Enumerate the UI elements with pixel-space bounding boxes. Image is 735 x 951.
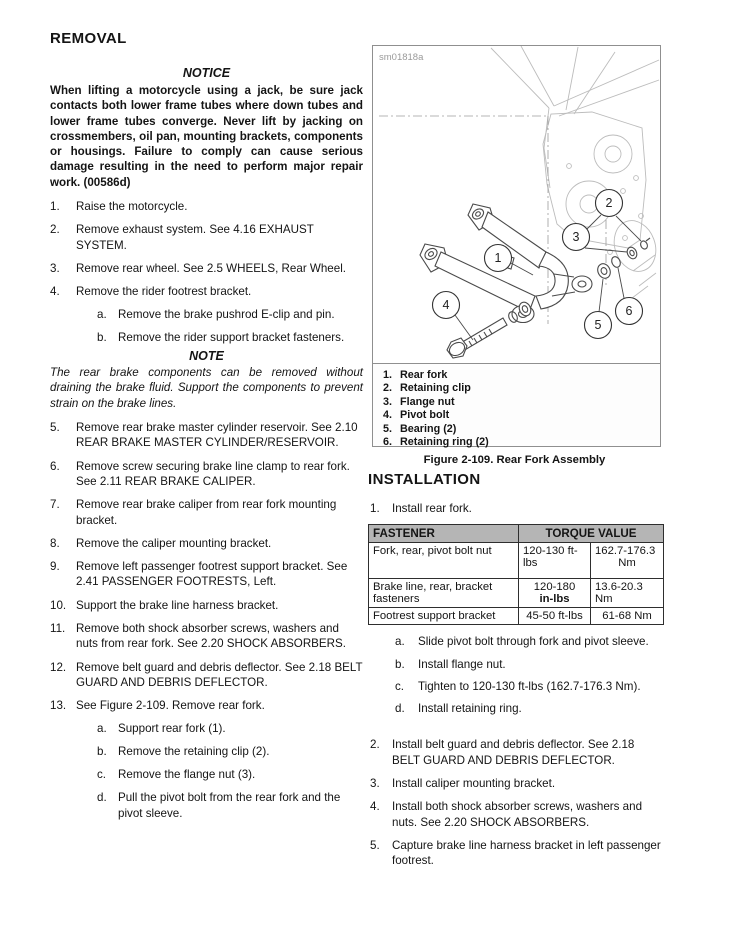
step-text: Raise the motorcycle. — [76, 200, 188, 214]
callout-number-2: 2 — [605, 196, 613, 210]
step-text: Remove rear wheel. See 2.5 WHEELS, Rear Wheel. — [76, 261, 346, 275]
step-text: See Figure 2-109. Remove rear fork. — [76, 699, 265, 713]
list-item — [370, 737, 664, 768]
step-text: Remove left passenger footrest support bracket. See 2.41 PASSENGER FOOTRESTS, Left. — [76, 560, 348, 589]
legend-item — [383, 396, 652, 409]
step-text: Remove screw securing brake line clamp to rear fork. See 2.11 REAR BRAKE CALIPER. — [76, 459, 350, 488]
table-row — [369, 579, 664, 608]
substep-list — [97, 721, 363, 821]
list-item — [50, 621, 363, 652]
list-item — [395, 634, 664, 649]
list-item — [50, 698, 363, 713]
list-item — [395, 679, 664, 694]
substep-text: Install flange nut. — [418, 657, 506, 671]
step-text: Install both shock absorber screws, washers and nuts. See 2.20 SHOCK ABSORBERS. — [392, 800, 643, 829]
step-text: Capture brake line harness bracket in left passenger footrest. — [392, 838, 661, 868]
rear-fork-assembly-diagram — [373, 46, 660, 362]
removal-steps-2 — [50, 420, 363, 821]
removal-steps-1 — [50, 199, 363, 345]
engine-frame-sketch — [491, 46, 660, 301]
list-item — [50, 222, 363, 253]
step-number: 13. — [50, 699, 67, 713]
part-number: 1. — [383, 369, 393, 381]
list-item — [50, 536, 363, 551]
substep-letter: b. — [97, 744, 107, 758]
part-number: 3. — [383, 395, 393, 408]
step-text: Remove the caliper mounting bracket. — [76, 536, 272, 550]
step-number: 4. — [370, 800, 380, 814]
part-number: 5. — [383, 422, 393, 435]
removal-section — [50, 30, 363, 821]
list-item — [50, 284, 363, 345]
list-item — [370, 799, 664, 830]
callout-number-4: 4 — [442, 298, 450, 312]
cell-metric-torque: 61-68 Nm — [591, 608, 664, 625]
cell-metric-torque — [591, 543, 664, 579]
legend-item — [383, 409, 652, 422]
list-item — [370, 838, 664, 869]
step-number: 8. — [50, 536, 60, 550]
step-number: 2. — [370, 738, 380, 752]
step-number: 1. — [370, 502, 380, 515]
part-number: 2. — [383, 382, 393, 395]
step-number: 6. — [50, 459, 60, 473]
cell-fastener: Brake line, rear, bracket fasteners — [369, 579, 519, 608]
step-text: Remove rear brake caliper from rear fork mounting bracket. — [76, 498, 337, 527]
substep-list — [97, 307, 363, 346]
step-text: Remove the rider footrest bracket. — [76, 285, 252, 299]
part-number: 4. — [383, 409, 393, 422]
substep-letter: a. — [395, 635, 405, 649]
substep-letter: d. — [395, 702, 405, 716]
substep-text: Remove the rider support bracket fasteners. — [118, 330, 345, 344]
list-item — [50, 660, 363, 691]
substep-text: Slide pivot bolt through fork and pivot sleeve. — [418, 635, 649, 649]
substep-letter: a. — [97, 721, 107, 735]
metric-line-2: Nm — [618, 557, 636, 570]
step-number: 1. — [50, 200, 60, 214]
list-item — [97, 790, 363, 821]
step-number: 3. — [370, 777, 380, 791]
table-row — [369, 543, 664, 579]
substep-letter: c. — [97, 768, 107, 782]
installation-section — [368, 45, 664, 877]
us-line-1: 120-180 — [533, 581, 576, 594]
list-item — [370, 501, 664, 516]
table-header-row — [369, 525, 664, 543]
install-steps — [370, 737, 664, 868]
legend-item — [383, 423, 652, 436]
step-number: 10. — [50, 598, 67, 612]
step-text: Remove rear brake master cylinder reservoir. See 2.10 REAR BRAKE MASTER CYLINDER/RESERVOIR. — [76, 421, 358, 450]
list-item — [50, 261, 363, 276]
installation-heading: INSTALLATION — [368, 471, 481, 488]
legend-item — [383, 369, 652, 382]
metric-line-1: 162.7-176.3 — [595, 545, 656, 558]
substep-letter: b. — [395, 657, 405, 671]
part-label: Retaining ring (2) — [400, 436, 489, 449]
list-item — [50, 559, 363, 590]
pivot-bolt-art — [447, 318, 507, 358]
us-line-2: in-lbs — [539, 593, 570, 606]
step-number: 7. — [50, 498, 60, 512]
column-header-fastener: FASTENER — [369, 525, 519, 543]
cell-us-torque — [519, 579, 591, 608]
substep-letter: b. — [97, 330, 107, 344]
substep-text: Pull the pivot bolt from the rear fork and the pivot sleeve. — [118, 791, 341, 820]
substep-text: Install retaining ring. — [418, 702, 522, 716]
torque-value-table — [368, 524, 664, 625]
callout-number-3: 3 — [572, 230, 580, 244]
list-item — [50, 199, 363, 214]
list-item — [97, 721, 363, 736]
step-number: 11. — [50, 622, 66, 636]
figure-caption: Figure 2-109. Rear Fork Assembly — [423, 454, 606, 466]
column-header-torque: TORQUE VALUE — [519, 525, 664, 543]
list-item — [50, 497, 363, 528]
substep-letter: d. — [97, 791, 107, 805]
note-text: The rear brake components can be removed without draining the brake fluid. Support the components to prevent strain on the brake lines. — [50, 366, 363, 410]
notice-text: When lifting a motorcycle using a jack, be sure jack contacts both lower frame tubes where down tubes and lower frame tubes converge. Never lift by jacking on crossmembers, oil pan, mounting brackets, components or housings. Failure to comply can cause serious damage resulting in the need to perform major repair work. (00586d) — [50, 84, 363, 189]
removal-heading: REMOVAL — [50, 30, 127, 47]
step-number: 4. — [50, 285, 60, 299]
table-row — [369, 608, 664, 625]
part-number: 6. — [383, 436, 393, 449]
install-substeps — [395, 634, 664, 716]
substep-letter: c. — [395, 679, 405, 693]
legend-item — [383, 382, 652, 395]
callout-number-5: 5 — [594, 318, 602, 332]
step-text: Install rear fork. — [392, 502, 472, 515]
list-item — [395, 701, 664, 716]
list-item — [370, 776, 664, 791]
legend-item — [383, 436, 652, 449]
step-number: 2. — [50, 223, 60, 237]
substep-letter: a. — [97, 307, 107, 321]
list-item — [50, 459, 363, 490]
cell-us-torque: 45-50 ft-lbs — [519, 608, 591, 625]
substep-text: Remove the brake pushrod E-clip and pin. — [118, 307, 335, 321]
part-label: Rear fork — [400, 369, 448, 381]
substep-text: Support rear fork (1). — [118, 721, 226, 735]
step-text: Install belt guard and debris deflector. See 2.18 BELT GUARD AND DEBRIS DEFLECTOR. — [392, 738, 635, 767]
substep-text: Remove the flange nut (3). — [118, 768, 256, 782]
step-text: Remove exhaust system. See 4.16 EXHAUST SYSTEM. — [76, 223, 314, 252]
step-text: Remove both shock absorber screws, washers and nuts from rear fork. See 2.20 SHOCK ABSORBERS. — [76, 622, 346, 651]
list-item — [97, 744, 363, 759]
part-label: Bearing (2) — [400, 422, 457, 435]
step-number: 3. — [50, 261, 60, 275]
cell-fastener: Footrest support bracket — [369, 608, 519, 625]
part-label: Retaining clip — [400, 382, 471, 395]
figure-parts-legend — [373, 363, 660, 449]
list-item — [50, 598, 363, 613]
list-item — [50, 698, 363, 821]
list-item — [97, 307, 363, 322]
figure-2-109-box — [372, 45, 661, 447]
callout-number-6: 6 — [625, 304, 633, 318]
step-number: 9. — [50, 560, 60, 574]
part-label: Pivot bolt — [400, 409, 450, 422]
list-item — [50, 420, 363, 451]
step-number: 5. — [50, 421, 60, 435]
cell-fastener: Fork, rear, pivot bolt nut — [369, 543, 519, 579]
list-item — [97, 767, 363, 782]
note-label: NOTE — [189, 349, 224, 364]
figure-watermark: sm01818a — [379, 52, 424, 63]
cell-us-torque: 120-130 ft-lbs — [519, 543, 591, 579]
list-item — [395, 657, 664, 672]
callout-number-1: 1 — [494, 251, 502, 265]
cell-metric-torque: 13.6-20.3 Nm — [591, 579, 664, 608]
step-text: Support the brake line harness bracket. — [76, 598, 279, 612]
list-item — [97, 330, 363, 345]
substep-text: Tighten to 120-130 ft-lbs (162.7-176.3 Nm). — [418, 679, 641, 693]
step-number: 12. — [50, 660, 67, 674]
part-label: Flange nut — [400, 395, 455, 408]
substep-text: Remove the retaining clip (2). — [118, 744, 270, 758]
step-number: 5. — [370, 838, 380, 852]
step-text: Remove belt guard and debris deflector. See 2.18 BELT GUARD AND DEBRIS DEFLECTOR. — [76, 660, 363, 689]
step-text: Install caliper mounting bracket. — [392, 777, 556, 791]
list-item — [50, 284, 363, 299]
notice-label: NOTICE — [182, 66, 231, 80]
